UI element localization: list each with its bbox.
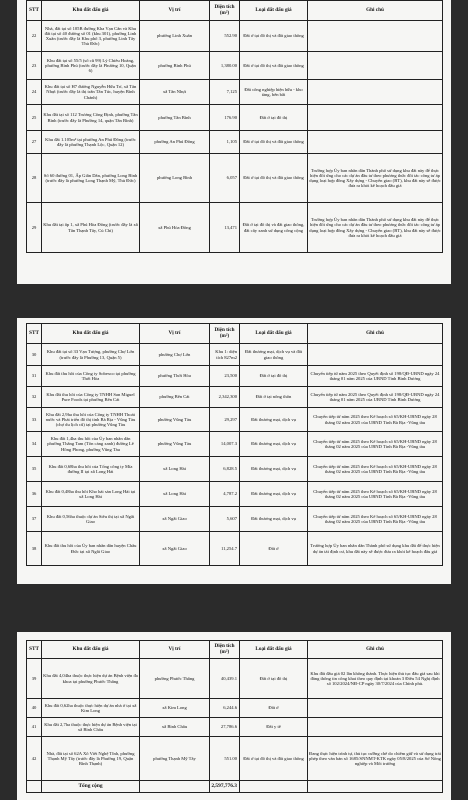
area-cell: 7,125 — [210, 80, 240, 105]
table-header — [27, 641, 443, 659]
total-label: Tổng cộng — [42, 781, 140, 793]
area-cell: 29,297 — [210, 408, 240, 432]
area-cell: 552.90 — [210, 21, 240, 52]
land-type-cell: Đất ở tại đô thị và đất giao thông — [240, 737, 308, 781]
land-type-cell: Đất ở tại đô thị và đất giao thông — [240, 52, 308, 80]
land-type-cell: Đất ở tại đô thị — [240, 105, 308, 131]
area-cell: 13,471 — [210, 203, 240, 253]
stt-cell: 32 — [27, 387, 42, 408]
land-cell: Khu đất tại số H7 đường Nguyễn Hữu Trí, xã Tân Nhựt (trước đây là thị trấn Tân Túc, huyện Bình Chánh) — [42, 80, 140, 105]
land-cell: Khu đất 0,56ha thuộc dự án Siêu thị tại xã Ngãi Giao — [42, 507, 140, 532]
location-cell: phường Linh Xuân — [140, 21, 210, 52]
note-cell — [308, 718, 443, 737]
stt-cell: 33 — [27, 408, 42, 432]
column-header-area: Diện tích (m²) — [210, 641, 240, 659]
land-type-cell: Đất ở tại nông thôn — [240, 387, 308, 408]
column-header-stt: STT — [27, 324, 42, 344]
land-cell: Khu đất tại ấp 1, xã Phú Hòa Đông (trước đây là xã Tân Thạnh Tây, Củ Chi) — [42, 203, 140, 253]
land-cell: Số 60 đường 01, Ấp Giãn Dân, phường Long Bình (trước đây là phường Long Thạnh Mỹ, Thủ Đức) — [42, 154, 140, 203]
area-cell: 176.90 — [210, 105, 240, 131]
land-cell: Khu đất thu hồi của Công ty Sobexco tại phường Thới Hòa — [42, 366, 140, 387]
land-type-cell: Đất ở — [240, 532, 308, 566]
note-cell — [308, 131, 443, 154]
note-cell: Chuyển tiếp từ năm 2025 theo Kế hoạch số 65/KH-UBND ngày 28 tháng 02 năm 2025 của UBND Tỉnh Bà Rịa -Vũng tàu — [308, 507, 443, 532]
document-page-1 — [17, 0, 451, 284]
table-body — [27, 344, 443, 566]
stt-cell: 36 — [27, 482, 42, 507]
location-cell: phường Thới Hòa — [140, 366, 210, 387]
column-header-location: Vị trí — [140, 1, 210, 21]
column-header-location: Vị trí — [140, 324, 210, 344]
land-type-cell: Đất ở tại đô thị và đất giao thông, đất cây xanh sử dụng công cộng — [240, 203, 308, 253]
table-row — [27, 203, 443, 253]
area-cell: 1,105 — [210, 131, 240, 154]
land-cell: Khu đất tại số 33 Vạn Tượng, phường Chợ Lớn (trước đây là Phường 13, Quận 5) — [42, 344, 140, 366]
location-cell: phường Chợ Lớn — [140, 344, 210, 366]
note-cell: Chuyển tiếp từ năm 2025 theo Kế hoạch số 65/KH-UBND ngày 28 tháng 02 năm 2025 của UBND Tỉnh Bà Rịa -Vũng tàu — [308, 457, 443, 482]
location-cell: phường Thạnh Mỹ Tây — [140, 737, 210, 781]
column-header-land: Khu đất đấu giá — [42, 324, 140, 344]
land-cell: Khu đất 2,7ha thuộc thực hiện dự án Bệnh viện tại xã Bình Châu — [42, 718, 140, 737]
column-header-note: Ghi chú — [308, 1, 443, 21]
table-row — [27, 131, 443, 154]
table-row — [27, 105, 443, 131]
note-cell: Chuyển tiếp từ năm 2025 theo Quyết định số 198/QĐ-UBND ngày 24 tháng 01 năm 2025 của UBND Tỉnh Bình Dương — [308, 387, 443, 408]
land-type-cell: Đất ở tại đô thị — [240, 366, 308, 387]
location-cell: phường An Phú Đông — [140, 131, 210, 154]
document-page-2 — [17, 318, 451, 584]
stt-cell: 39 — [27, 659, 42, 699]
table-row — [27, 507, 443, 532]
note-cell: Chuyển tiếp từ năm 2025 theo Kế hoạch số 65/KH-UBND ngày 28 tháng 02 năm 2025 của UBND Tỉnh Bà Rịa -Vũng tàu — [308, 408, 443, 432]
note-cell: Đang thực hiện trình tự, thủ tục cưỡng chế do chiếm giữ và sử dụng trái phép theo văn bản số 1685/SNNMT-KTK ngày 05/8/2025 của Sở Nông nghiệp và Môi trường — [308, 737, 443, 781]
column-header-note: Ghi chú — [308, 324, 443, 344]
table-header — [27, 1, 443, 21]
note-cell: Chuyển tiếp từ năm 2025 theo Quyết định số 198/QĐ-UBND ngày 24 tháng 01 năm 2025 của UBND Tỉnh Bình Dương — [308, 366, 443, 387]
column-header-stt: STT — [27, 1, 42, 21]
land-auction-table-part-3 — [26, 640, 443, 793]
note-cell: Khu đất đấu giá 02 lần không thành. Thực hiện thủ tục đấu giá sau khi đăng thông tin công khai theo quy định tại khoản 3 Điều 54 Nghị định số 102/2024/NĐ-CP ngày 30/7/2024 của Chính phủ. — [308, 659, 443, 699]
land-cell: Khu đất 1.105m² tại phường An Phú Đông (trước đây là phường Thạnh Lộc, Quận 12) — [42, 131, 140, 154]
document-page-3 — [17, 632, 451, 800]
column-header-land: Khu đất đấu giá — [42, 1, 140, 21]
table-row — [27, 482, 443, 507]
land-cell: Khu đất thu hồi của Ủy ban nhân dân huyện Châu Đức tại xã Ngãi Giao — [42, 532, 140, 566]
table-row — [27, 80, 443, 105]
stt-cell: 25 — [27, 105, 42, 131]
land-type-cell: Đất thương mại, dịch vụ và đất giao thông — [240, 344, 308, 366]
area-cell: Khu 1: diện tích 827m2 — [210, 344, 240, 366]
table-body — [27, 659, 443, 781]
land-type-cell: Đất thương mại, dịch vụ — [240, 408, 308, 432]
column-header-land-type: Loại đất đấu giá — [240, 1, 308, 21]
table-row — [27, 21, 443, 52]
land-type-cell: Đất y tế — [240, 718, 308, 737]
stt-cell: 28 — [27, 154, 42, 203]
stt-cell: 35 — [27, 457, 42, 482]
table-row — [27, 366, 443, 387]
location-cell: xã Phú Hòa Đông — [140, 203, 210, 253]
table-body — [27, 21, 443, 253]
land-type-cell: Đất ở tại đô thị — [240, 659, 308, 699]
land-type-cell: Đất ở — [240, 699, 308, 718]
table-row — [27, 154, 443, 203]
area-cell: 40,439.1 — [210, 659, 240, 699]
land-cell: Khu đất 2,9ha thu hồi của Công ty TNHH Thoát nước và Phát triển đô thị tỉnh Bà Rịa - Vũng Tàu (chợ du lịch cũ) tại phường Vũng Tàu — [42, 408, 140, 432]
column-header-note: Ghi chú — [308, 641, 443, 659]
location-cell: phường Long Bình — [140, 154, 210, 203]
area-cell: 4,787.2 — [210, 482, 240, 507]
total-row — [27, 781, 443, 793]
stt-cell: 34 — [27, 432, 42, 457]
note-cell — [308, 699, 443, 718]
note-cell — [308, 344, 443, 366]
stt-cell: 41 — [27, 718, 42, 737]
land-cell: Khu đất 1,4ha thu hồi của Ủy ban nhân dân phường Thắng Tam (Tôn cảng xanh) đường Lê Hồng Phong, phường Vũng Tàu — [42, 432, 140, 457]
location-cell: xã Ngãi Giao — [140, 532, 210, 566]
table-row — [27, 387, 443, 408]
table-row — [27, 737, 443, 781]
stt-cell: 24 — [27, 80, 42, 105]
area-cell: 6,828.5 — [210, 457, 240, 482]
stt-cell: 29 — [27, 203, 42, 253]
location-cell: phường Tân Bình — [140, 105, 210, 131]
column-header-area: Diện tích (m²) — [210, 1, 240, 21]
stt-cell: 42 — [27, 737, 42, 781]
location-cell: xã Ngãi Giao — [140, 507, 210, 532]
area-cell: 27,786.6 — [210, 718, 240, 737]
area-cell: 1,380.00 — [210, 52, 240, 80]
land-cell: Khu đất tại số 55/5 (số cũ 99) Lý Chiêu Hoàng, phường Bình Phú (trước đây là Phường 10, Quận 6) — [42, 52, 140, 80]
table-row — [27, 532, 443, 566]
location-cell: xã Bình Châu — [140, 718, 210, 737]
land-type-cell: Đất công nghiệp hiện hữu - kho tàng, bến bãi — [240, 80, 308, 105]
stt-cell: 37 — [27, 507, 42, 532]
land-type-cell: Đất thương mại, dịch vụ — [240, 432, 308, 457]
land-type-cell: Đất thương mại, dịch vụ — [240, 457, 308, 482]
land-type-cell: Đất ở tại đô thị và đất giao thông — [240, 21, 308, 52]
land-cell: Khu đất 0,68ha thu hồi của Tổng công ty Mía đường II tại xã Long Hải — [42, 457, 140, 482]
table-row — [27, 699, 443, 718]
table-row — [27, 659, 443, 699]
land-type-cell: Đất ở tại đô thị và đất giao thông — [240, 154, 308, 203]
location-cell: xã Long Hải — [140, 482, 210, 507]
note-cell: Trường hợp Ủy ban nhân dân Thành phố sử dụng khu đất này để thực hiện đổi ứng cho các dự án đầu tư theo phương thức đối tác công tư áp dụng loại hợp đồng Xây dựng - Chuyển giao (BT), khu đất này sẽ được đưa ra khỏi kế hoạch đấu giá — [308, 154, 443, 203]
table-row — [27, 408, 443, 432]
land-cell: Nhà, đất tại số 62A Xô Viết Nghệ Tĩnh, phường Thạnh Mỹ Tây (trước đây là Phường 19, Quận Bình Thạnh) — [42, 737, 140, 781]
location-cell: phường Vũng Tàu — [140, 408, 210, 432]
location-cell: phường Bến Cát — [140, 387, 210, 408]
table-row — [27, 52, 443, 80]
column-header-stt: STT — [27, 641, 42, 659]
note-cell — [308, 21, 443, 52]
table-row — [27, 344, 443, 366]
total-area: 2,597,776.3 — [210, 781, 240, 793]
land-cell: Khu đất thu hồi của Công ty TNHH San Miguel Pure Foods tại phường Bến Cát — [42, 387, 140, 408]
note-cell: Chuyển tiếp từ năm 2025 theo Kế hoạch số 65/KH-UBND ngày 28 tháng 02 năm 2025 của UBND Tỉnh Bà Rịa -Vũng tàu — [308, 432, 443, 457]
land-cell: Khu đất 4,04ha thuộc thực hiện dự án Bệnh viện đa khoa tại phường Phước Thắng — [42, 659, 140, 699]
stt-cell: 40 — [27, 699, 42, 718]
location-cell: phường Phước Thắng — [140, 659, 210, 699]
stt-cell: 31 — [27, 366, 42, 387]
table-row — [27, 718, 443, 737]
land-cell: Khu đất 0,48ha thu hồi Kho hải sản Long Hải tại xã Long Hải — [42, 482, 140, 507]
note-cell: Chuyển tiếp từ năm 2025 theo Kế hoạch số 65/KH-UBND ngày 28 tháng 02 năm 2025 của UBND Tỉnh Bà Rịa -Vũng tàu — [308, 482, 443, 507]
area-cell: 2,342,300 — [210, 387, 240, 408]
land-type-cell: Đất thương mại, dịch vụ — [240, 507, 308, 532]
area-cell: 6,057 — [210, 154, 240, 203]
land-type-cell: Đất thương mại, dịch vụ — [240, 482, 308, 507]
location-cell: phường Vũng Tàu — [140, 432, 210, 457]
column-header-land: Khu đất đấu giá — [42, 641, 140, 659]
stt-cell: 23 — [27, 52, 42, 80]
land-auction-table-part-1 — [26, 0, 443, 253]
column-header-location: Vị trí — [140, 641, 210, 659]
land-type-cell: Đất ở tại đô thị và đất giao thông — [240, 131, 308, 154]
area-cell: 23,500 — [210, 366, 240, 387]
location-cell: phường Bình Phú — [140, 52, 210, 80]
stt-cell: 30 — [27, 344, 42, 366]
note-cell: Trường hợp Ủy ban nhân dân Thành phố sử dụng khu đất để thực hiện dự án tái định cư, khu đất này sẽ được đưa ra khỏi kế hoạch đấu giá — [308, 532, 443, 566]
table-header — [27, 324, 443, 344]
stt-cell: 27 — [27, 131, 42, 154]
area-cell: 11,254.7 — [210, 532, 240, 566]
note-cell — [308, 80, 443, 105]
note-cell: Trường hợp Ủy ban nhân dân Thành phố sử dụng khu đất này để thực hiện đổi ứng cho các dự án đầu tư theo phương thức đối tác công tư áp dụng loại hợp đồng Xây dựng - Chuyển giao (BT), khu đất này sẽ được đưa ra khỏi kế hoạch đấu giá — [308, 203, 443, 253]
column-header-area: Diện tích (m²) — [210, 324, 240, 344]
area-cell: 14,007.3 — [210, 432, 240, 457]
land-cell: Khu đất tại số 112 Trương Công Định, phường Tân Bình (trước đây là Phường 14, quận Tân Bình) — [42, 105, 140, 131]
location-cell: xã Kim Long — [140, 699, 210, 718]
location-cell: xã Long Hải — [140, 457, 210, 482]
table-row — [27, 432, 443, 457]
location-cell: xã Tân Nhựt — [140, 80, 210, 105]
area-cell: 5,607 — [210, 507, 240, 532]
area-cell: 6,244.6 — [210, 699, 240, 718]
stt-cell: 38 — [27, 532, 42, 566]
note-cell — [308, 52, 443, 80]
land-cell: Nhà, đất tại số 105B đường Kha Vạn Cân và Khu đất tại số 40 đường số 01 (khu 301), phường Linh Xuân (trước đây là Khu phố 3, phường Linh Tây Thủ Đức) — [42, 21, 140, 52]
stt-cell: 22 — [27, 21, 42, 52]
column-header-land-type: Loại đất đấu giá — [240, 324, 308, 344]
land-auction-table-part-2 — [26, 323, 443, 566]
table-row — [27, 457, 443, 482]
column-header-land-type: Loại đất đấu giá — [240, 641, 308, 659]
area-cell: 551.00 — [210, 737, 240, 781]
note-cell — [308, 105, 443, 131]
land-cell: Khu đất 0,62ha thuộc thực hiện dự án nhà ở tại xã Kim Long — [42, 699, 140, 718]
